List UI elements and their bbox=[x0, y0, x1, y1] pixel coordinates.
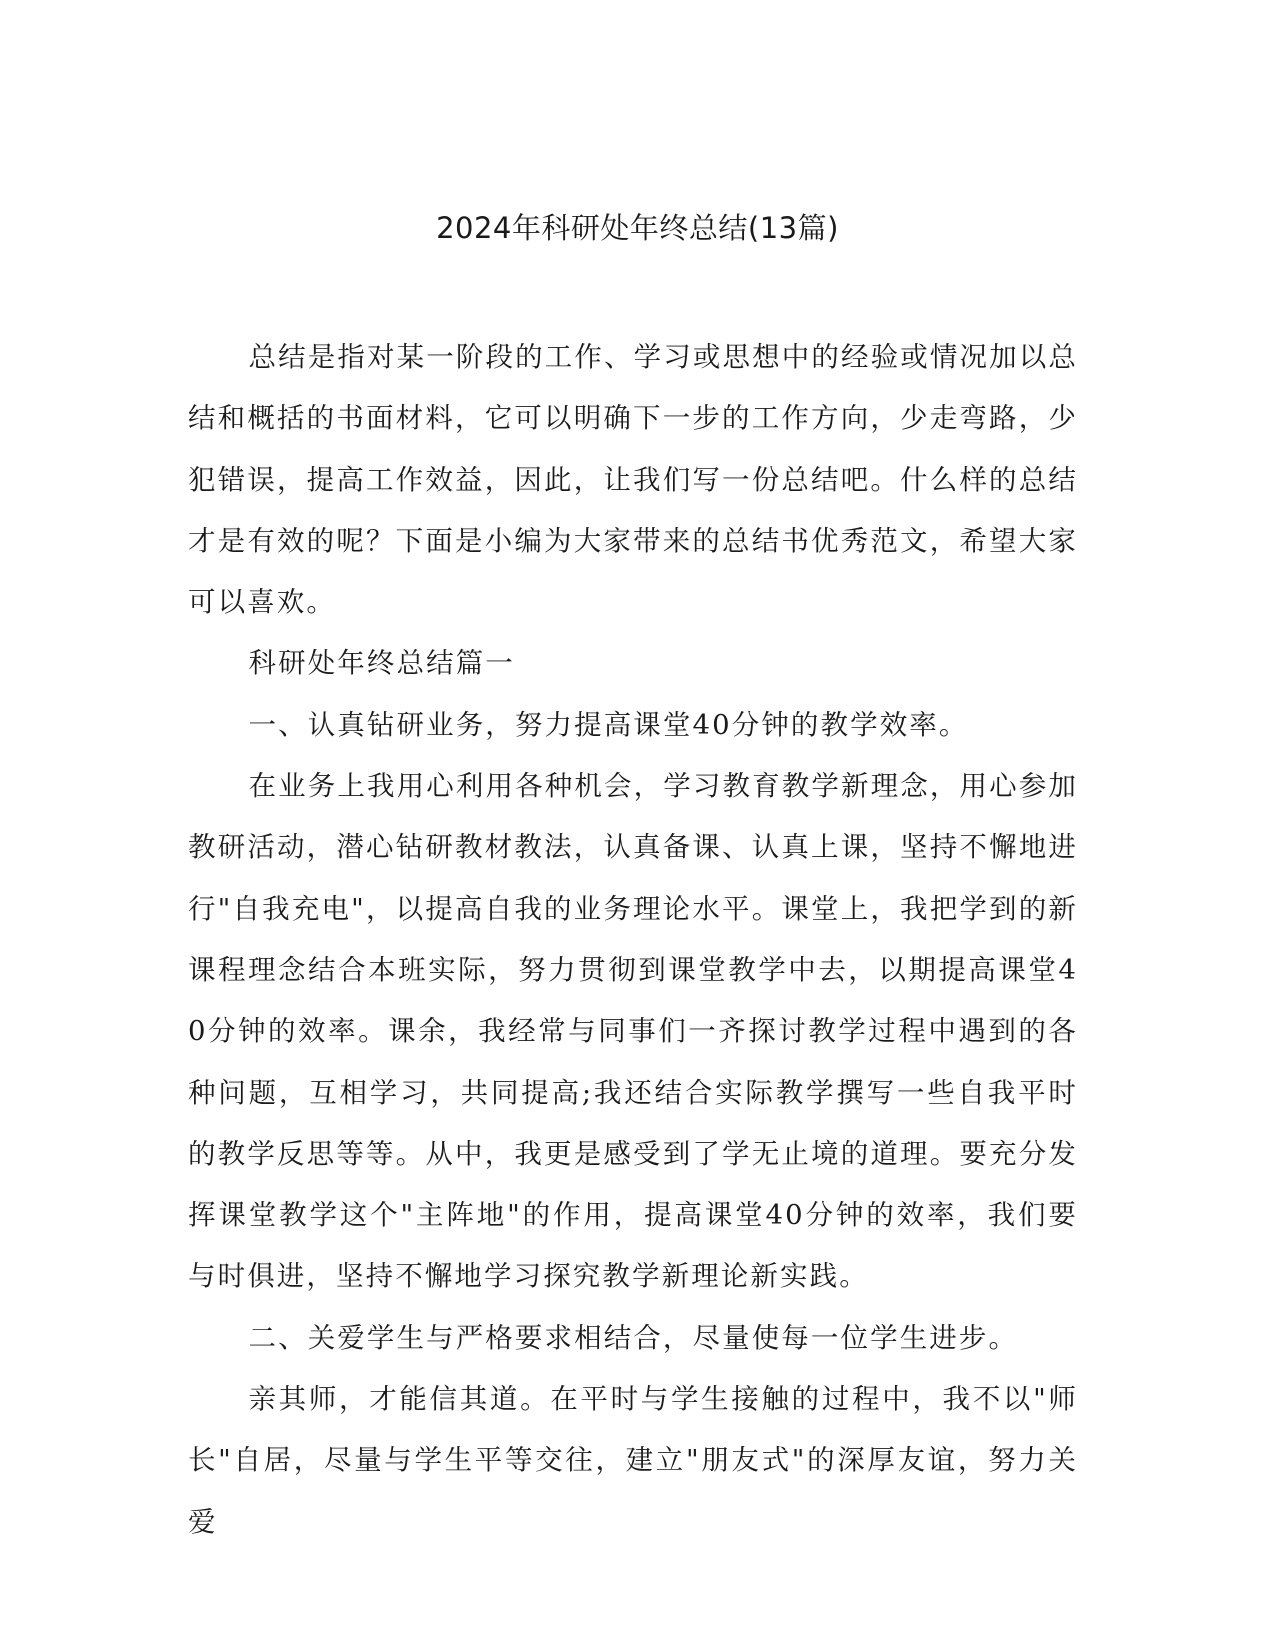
document-title: 2024年科研处年终总结(13篇) bbox=[436, 211, 839, 245]
point-heading-1: 一、认真钻研业务，努力提高课堂40分钟的教学效率。 bbox=[248, 708, 969, 741]
intro-paragraph: 总结是指对某一阶段的工作、学习或思想中的经验或情况加以总结和概括的书面材料，它可以明确下一步的工作方向，少走弯路，少犯错误，提高工作效益，因此，让我们写一份总结吧。什么样的总结才是有效的呢？下面是小编为大家带来的总结书优秀范文，希望大家可以喜欢。 bbox=[188, 341, 1078, 619]
section-heading: 科研处年终总结篇一 bbox=[248, 647, 515, 680]
body-paragraph-1: 在业务上我用心利用各种机会，学习教育教学新理念，用心参加教研活动，潜心钻研教材教法，认真备课、认真上课，坚持不懈地进行"自我充电"，以提高自我的业务理论水平。课堂上，我把学到的新课程理念结合本班实际，努力贯彻到课堂教学中去，以期提高课堂40分钟的效率。课余，我经常与同事们一齐探讨教学过程中遇到的各种问题，互相学习，共同提高;我还结合实际教学撰写一些自我平时的教学反思等等。从中，我更是感受到了学无止境的道理。要充分发挥课堂教学这个"主阵地"的作用，提高课堂40分钟的效率，我们要与时俱进，坚持不懈地学习探究教学新理论新实践。 bbox=[188, 770, 1078, 1293]
body-paragraph-2: 亲其师，才能信其道。在平时与学生接触的过程中，我不以"师长"自居，尽量与学生平等交往，建立"朋友式"的深厚友谊，努力关爱 bbox=[188, 1383, 1078, 1538]
document-body bbox=[188, 327, 1078, 1553]
point-heading-2: 二、关爱学生与严格要求相结合，尽量使每一位学生进步。 bbox=[248, 1321, 1019, 1354]
